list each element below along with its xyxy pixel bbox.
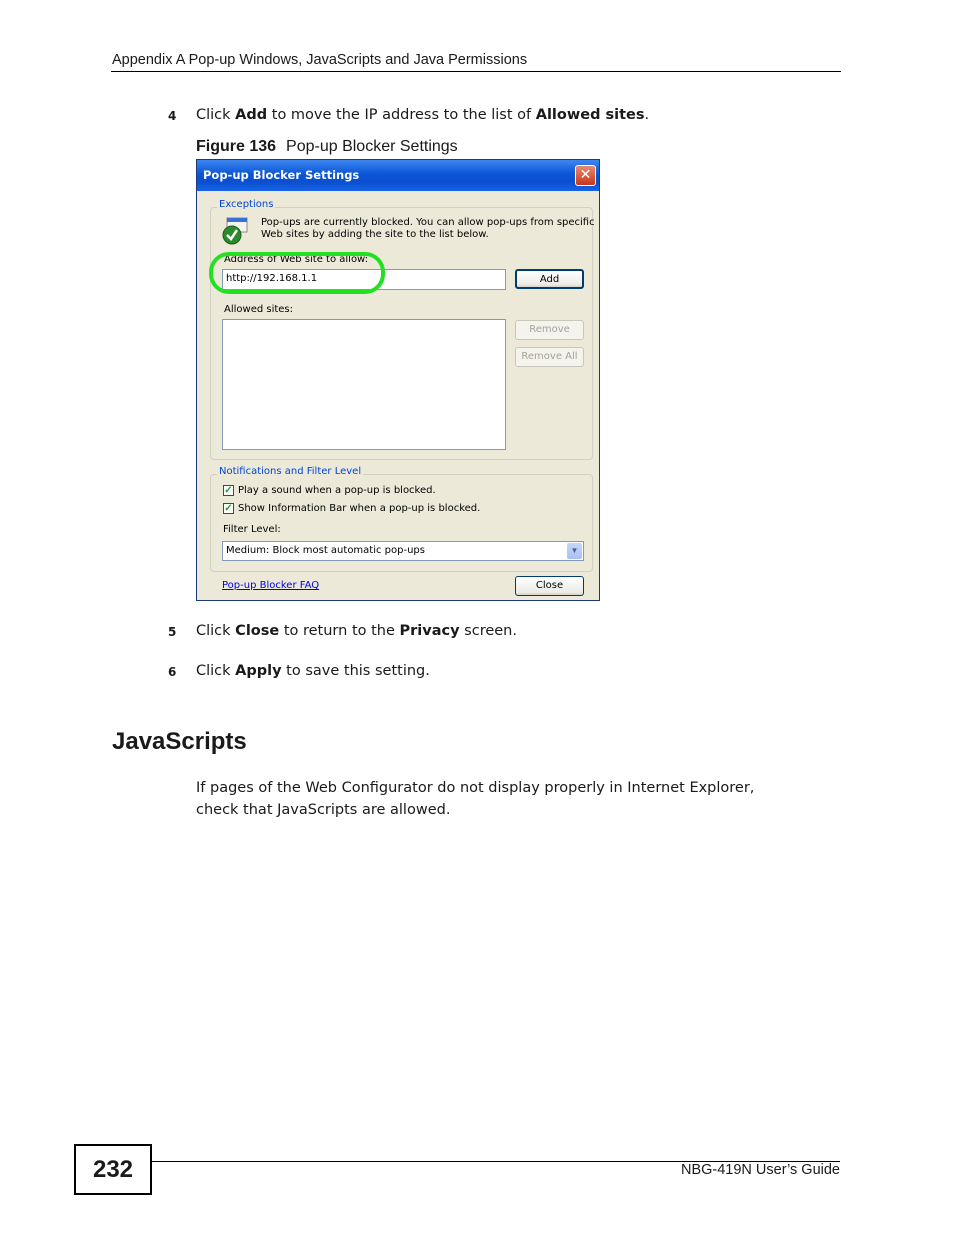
figure-caption-text: Pop-up Blocker Settings xyxy=(286,138,458,155)
step-number: 5 xyxy=(168,625,177,639)
close-button[interactable]: Close xyxy=(515,576,584,596)
step-bold-privacy: Privacy xyxy=(399,623,460,639)
notifications-group-label: Notifications and Filter Level xyxy=(219,466,362,477)
step-text-part: Click xyxy=(196,107,236,123)
filter-level-label: Filter Level: xyxy=(223,524,281,535)
step-text xyxy=(196,623,517,639)
figure-label: Figure 136 xyxy=(196,138,277,155)
step-text xyxy=(196,663,430,679)
popup-blocker-dialog xyxy=(196,159,600,601)
step-text xyxy=(196,107,649,123)
checkmark-icon: ✓ xyxy=(224,485,233,496)
step-text-part: to move the IP address to the list of xyxy=(267,107,536,123)
footer-guide-title: NBG-419N User’s Guide xyxy=(680,1162,840,1178)
info-bar-checkbox[interactable] xyxy=(223,503,234,514)
close-icon[interactable]: ✕ xyxy=(575,165,596,186)
step-bold-allowed-sites: Allowed sites xyxy=(535,107,645,123)
chevron-down-icon[interactable]: ▼ xyxy=(567,543,582,559)
step-text-part: screen. xyxy=(459,623,517,639)
dialog-title: Pop-up Blocker Settings xyxy=(203,168,360,182)
figure-caption xyxy=(196,138,458,156)
add-button[interactable]: Add xyxy=(515,269,584,289)
step-text-part: Click xyxy=(196,663,236,679)
paragraph-line: check that JavaScripts are allowed. xyxy=(196,802,451,818)
popup-blocker-faq-link[interactable]: Pop-up Blocker FAQ xyxy=(222,580,320,591)
step-bold-close: Close xyxy=(235,623,280,639)
allowed-sites-list[interactable] xyxy=(222,319,506,450)
section-heading: JavaScripts xyxy=(112,728,247,755)
filter-level-value: Medium: Block most automatic pop-ups xyxy=(226,545,425,556)
exceptions-info-line1: Pop-ups are currently blocked. You can allow pop-ups from specific xyxy=(261,217,595,228)
step-text-part: Click xyxy=(196,623,236,639)
address-label: Address of Web site to allow: xyxy=(224,254,369,265)
paragraph-line: If pages of the Web Configurator do not display properly in Internet Explorer, xyxy=(196,780,755,796)
header-rule xyxy=(111,71,841,72)
dialog-title-bar xyxy=(197,160,599,191)
remove-all-button[interactable]: Remove All xyxy=(515,347,584,367)
step-number: 6 xyxy=(168,665,177,679)
exceptions-info-line2: Web sites by adding the site to the list below. xyxy=(261,229,489,240)
page-number: 232 xyxy=(74,1144,152,1195)
step-number: 4 xyxy=(168,109,177,123)
play-sound-checkbox[interactable] xyxy=(223,485,234,496)
running-header: Appendix A Pop-up Windows, JavaScripts and Java Permissions xyxy=(112,52,528,68)
step-bold-apply: Apply xyxy=(235,663,282,679)
address-input-value: http://192.168.1.1 xyxy=(226,273,318,284)
highlight-circle xyxy=(209,252,385,294)
filter-level-select[interactable] xyxy=(222,541,584,561)
exceptions-group-label: Exceptions xyxy=(219,199,274,210)
step-bold-add: Add xyxy=(235,107,268,123)
section-paragraph xyxy=(196,777,836,821)
shield-check-icon xyxy=(221,216,251,246)
allowed-sites-label: Allowed sites: xyxy=(224,304,294,315)
step-text-part: to return to the xyxy=(279,623,400,639)
step-text-part: . xyxy=(644,107,650,123)
checkmark-icon: ✓ xyxy=(224,503,233,514)
info-bar-label: Show Information Bar when a pop-up is blocked. xyxy=(238,503,481,514)
play-sound-label: Play a sound when a pop-up is blocked. xyxy=(238,485,436,496)
remove-button[interactable]: Remove xyxy=(515,320,584,340)
step-text-part: to save this setting. xyxy=(281,663,430,679)
